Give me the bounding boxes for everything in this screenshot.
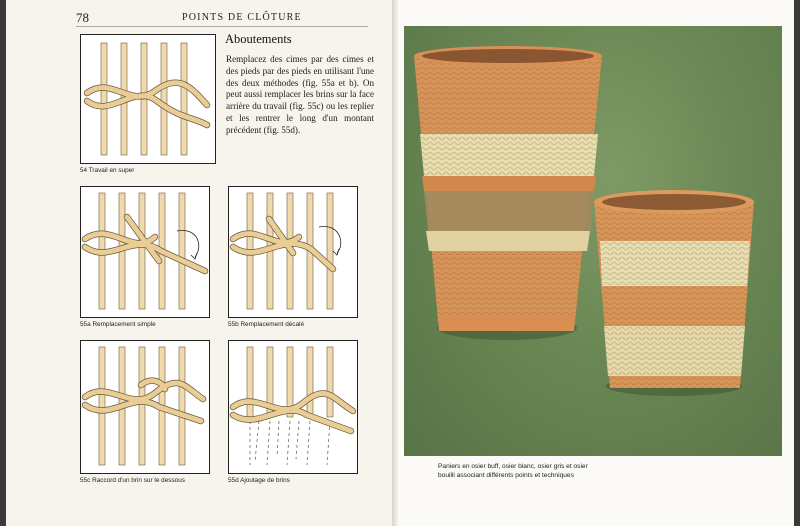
running-head: POINTS DE CLÔTURE	[182, 12, 302, 23]
figure-54-illustration	[80, 34, 216, 164]
wicker-baskets-image	[404, 26, 782, 456]
figure-54-caption: 54 Travail en super	[80, 167, 135, 174]
figure-55b-caption: 55b Remplacement décalé	[228, 321, 305, 328]
header-rule	[76, 26, 368, 27]
figure-55a-caption: 55a Remplacement simple	[80, 321, 156, 328]
page-number: 78	[76, 10, 89, 25]
weave-diagram-55a	[81, 187, 209, 317]
weave-diagram-54	[81, 35, 215, 163]
figure-55b-illustration	[228, 186, 358, 318]
photo-caption: Paniers en osier buff, osier blanc, osier gris et osier bouilli associant différents points et techniques	[438, 463, 588, 479]
weave-diagram-55b	[229, 187, 357, 317]
right-scan-edge	[794, 0, 800, 526]
figure-55d-caption: 55d Ajoutage de brins	[228, 477, 290, 484]
figure-55a-illustration	[80, 186, 210, 318]
figure-55c-illustration	[80, 340, 210, 474]
section-title: Aboutements	[225, 32, 292, 46]
body-text: Remplacez des cimes par des cimes et des pieds par des pieds en utilisant l'une des deux méthodes (fig. 55a et b). On peut aussi remplacer les brins sur la face arrière du travail (fig. 55c) ou les replier et les rentrer le long d'un montant précédent (fig. 55d).	[226, 54, 374, 135]
figure-55d-illustration	[228, 340, 358, 474]
weave-diagram-55c	[81, 341, 209, 473]
weave-diagram-55d	[229, 341, 357, 473]
figure-55c-caption: 55c Raccord d'un brin sur le dessous	[80, 477, 185, 484]
baskets-photo	[404, 26, 782, 456]
